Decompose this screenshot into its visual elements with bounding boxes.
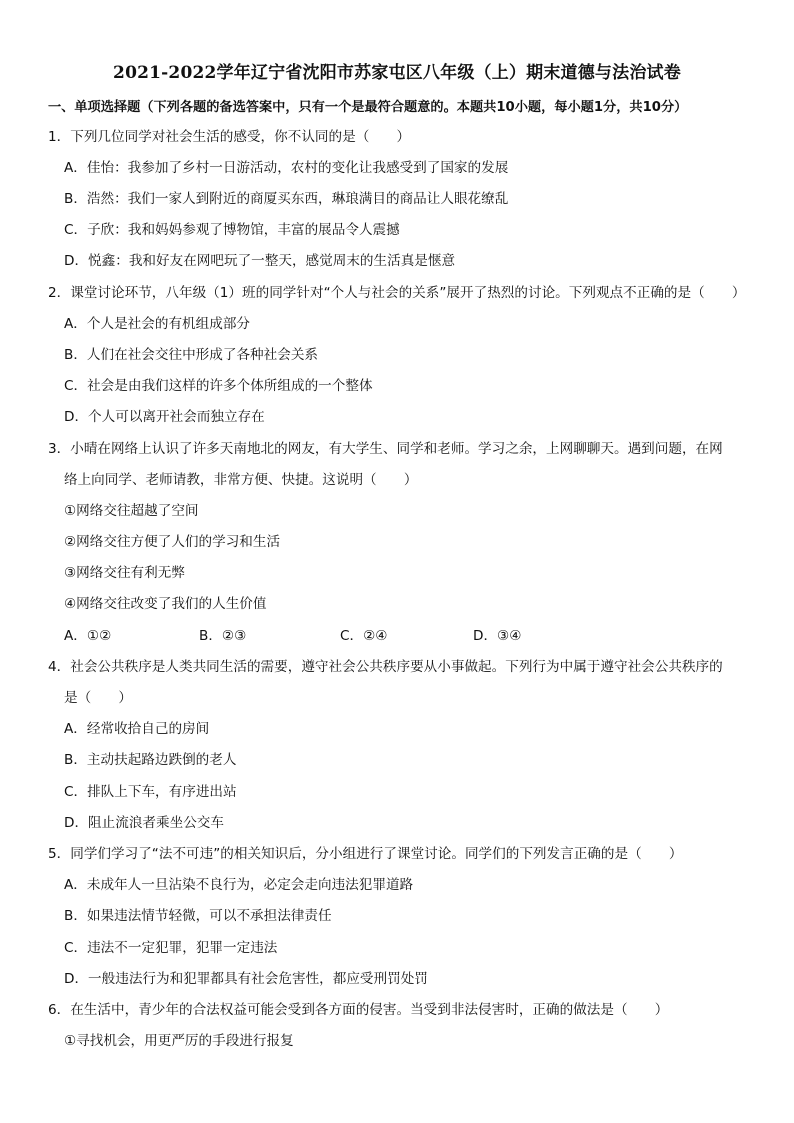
q3-option-b: B．②③ — [199, 628, 247, 644]
q3-option-a: A．①② — [64, 628, 112, 644]
q4-stem-line2: 是（ ） — [64, 690, 132, 706]
q3-statement-3: ③网络交往有利无弊 — [64, 565, 185, 581]
q5-stem: 5．同学们学习了“法不可违”的相关知识后，分小组进行了课堂讨论。同学们的下列发言正确的是（ ） — [48, 846, 683, 862]
q6-statement-1: ①寻找机会，用更严厉的手段进行报复 — [64, 1033, 294, 1049]
q4-option-c: C．排队上下车，有序进出站 — [64, 784, 237, 800]
q2-stem: 2．课堂讨论环节，八年级（1）班的同学针对“个人与社会的关系”展开了热烈的讨论。下列观点不正确的是（ ） — [48, 285, 746, 301]
q2-option-c: C．社会是由我们这样的许多个体所组成的一个整体 — [64, 378, 373, 394]
q3-stem-line2: 络上向同学、老师请教，非常方便、快捷。这说明（ ） — [64, 472, 418, 488]
q4-stem-line1: 4．社会公共秩序是人类共同生活的需要，遵守社会公共秩序要从小事做起。下列行为中属于遵守社会公共秩序的 — [48, 659, 723, 675]
q3-statement-2: ②网络交往方便了人们的学习和生活 — [64, 534, 281, 550]
q1-option-c: C．子欣：我和妈妈参观了博物馆，丰富的展品令人震撼 — [64, 222, 400, 238]
q3-option-d: D．③④ — [473, 628, 522, 644]
q3-statement-1: ①网络交往超越了空间 — [64, 503, 199, 519]
section-heading: 一、单项选择题（下列各题的备选答案中，只有一个是最符合题意的。本题共10小题，每小题1分，共10分） — [48, 100, 688, 115]
q5-option-c: C．违法不一定犯罪，犯罪一定违法 — [64, 940, 278, 956]
q5-option-a: A．未成年人一旦沾染不良行为，必定会走向违法犯罪道路 — [64, 877, 414, 893]
q6-stem: 6．在生活中，青少年的合法权益可能会受到各方面的侵害。当受到非法侵害时，正确的做法是（ ） — [48, 1002, 669, 1018]
q1-option-b: B．浩然：我们一家人到附近的商厦买东西，琳琅满目的商品让人眼花缭乱 — [64, 191, 509, 207]
exam-title: 2021-2022学年辽宁省沈阳市苏家屯区八年级（上）期末道德与法治试卷 — [113, 63, 681, 83]
q5-option-b: B．如果违法情节轻微，可以不承担法律责任 — [64, 908, 332, 924]
q4-option-a: A．经常收拾自己的房间 — [64, 721, 210, 737]
q3-option-c: C．②④ — [340, 628, 388, 644]
q1-option-a: A．佳怡：我参加了乡村一日游活动，农村的变化让我感受到了国家的发展 — [64, 160, 509, 176]
q2-option-a: A．个人是社会的有机组成部分 — [64, 316, 251, 332]
q2-option-d: D．个人可以离开社会而独立存在 — [64, 409, 265, 425]
q3-statement-4: ④网络交往改变了我们的人生价值 — [64, 596, 267, 612]
q3-stem-line1: 3．小晴在网络上认识了许多天南地北的网友，有大学生、同学和老师。学习之余，上网聊聊天。遇到问题，在网 — [48, 441, 723, 457]
q4-option-b: B．主动扶起路边跌倒的老人 — [64, 752, 237, 768]
q4-option-d: D．阻止流浪者乘坐公交车 — [64, 815, 224, 831]
q5-option-d: D．一般违法行为和犯罪都具有社会危害性，都应受刑罚处罚 — [64, 971, 428, 987]
q1-stem: 1．下列几位同学对社会生活的感受，你不认同的是（ ） — [48, 129, 411, 145]
q1-option-d: D．悦鑫：我和好友在网吧玩了一整天，感觉周末的生活真是惬意 — [64, 253, 456, 269]
q2-option-b: B．人们在社会交往中形成了各种社会关系 — [64, 347, 319, 363]
